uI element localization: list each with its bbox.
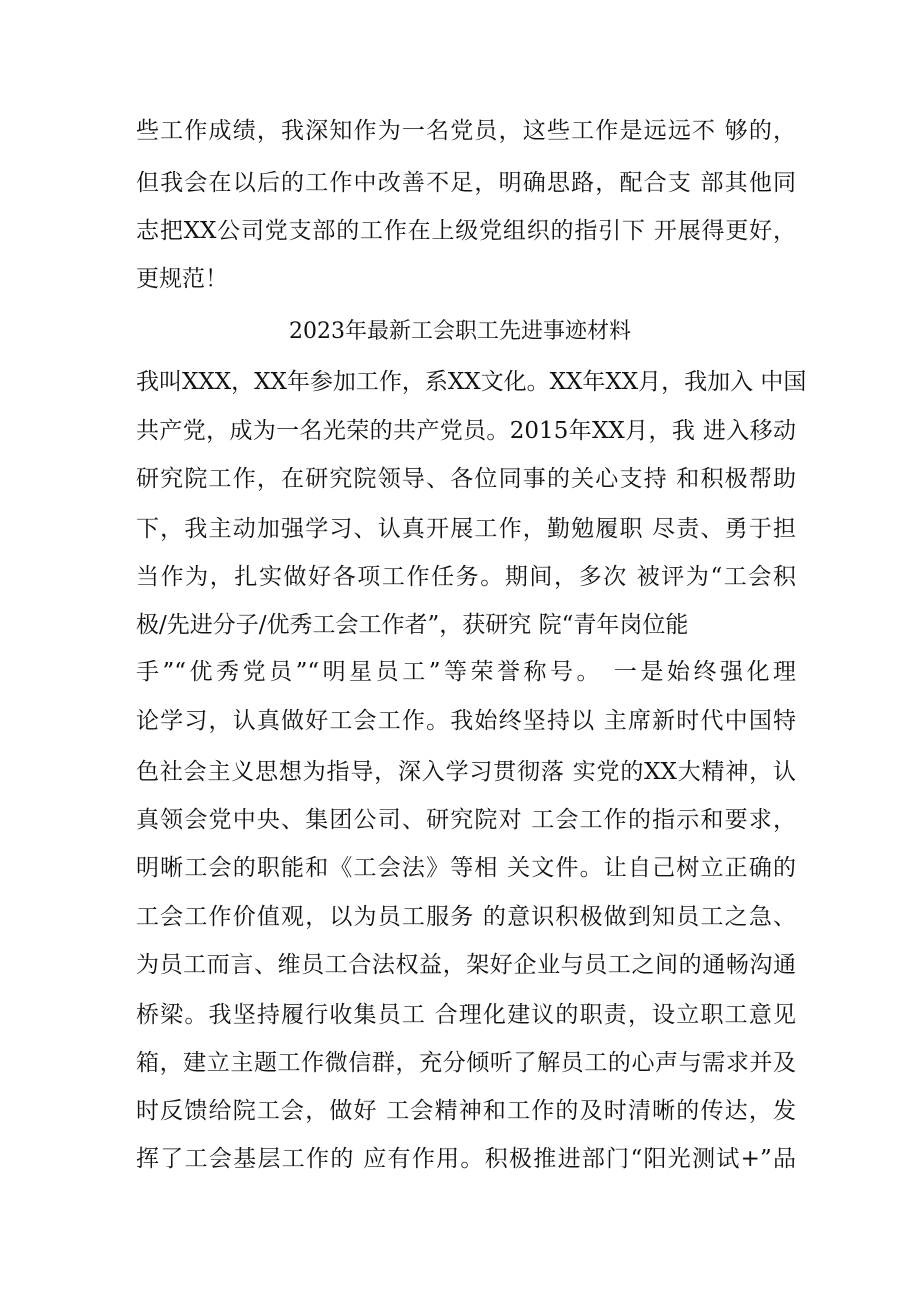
body-text-line: 时反馈给院工会，做好 工会精神和工作的及时清晰的传达，发 [136,1098,796,1124]
body-text-line: 下，我主动加强学习、认真开展工作，勤勉履职 尽责、勇于担 [136,516,796,542]
body-text-line: 论学习，认真做好工会工作。我始终坚持以 主席新时代中国特 [136,708,796,734]
body-text-line: 工会工作价值观，以为员工服务 的意识积极做到知员工之急、 [136,904,796,930]
body-text-line: 共产党，成为一名光荣的共产党员。2015年XX月，我 进入移动 [136,418,796,444]
body-text-line: 研究院工作，在研究院领导、各位同事的关心支持 和积极帮助 [136,466,796,492]
body-text-line: 真领会党中央、集团公司、研究院对 工会工作的指示和要求， [136,807,796,833]
body-text-line: 些工作成绩，我深知作为一名党员，这些工作是远远不 够的， [136,118,796,144]
body-text-line: 手”“优秀党员”“明星员工”等荣誉称号。 一是始终强化理 [136,659,796,685]
body-text-line: 志把XX公司党支部的工作在上级党组织的指引下 开展得更好， [136,218,796,244]
body-text-line: 但我会在以后的工作中改善不足，明确思路，配合支 部其他同 [136,170,796,196]
article-title: 2023年最新工会职工先进事迹材料 [289,319,631,344]
body-text-line: 箱，建立主题工作微信群，充分倾听了解员工的心声与需求并及 [136,1050,796,1076]
body-text-line: 色社会主义思想为指导，深入学习贯彻落 实党的XX大精神，认 [136,759,796,785]
body-text-line: 更规范！ [136,266,228,292]
body-text-line: 我叫XXX，XX年参加工作，系XX文化。XX年XX月，我加入 中国 [136,369,807,395]
body-text-line: 极/先进分子/优秀工会工作者”，获研究 院“青年岗位能 [136,612,689,638]
body-text-line: 桥梁。我坚持履行收集员工 合理化建议的职责，设立职工意见 [136,1002,796,1028]
body-text-line: 明晰工会的职能和《工会法》等相 关文件。让自己树立正确的 [136,855,796,881]
body-text-line: 为员工而言、维员工合法权益，架好企业与员工之间的通畅沟通 [136,952,796,978]
body-text-line: 挥了工会基层工作的 应有作用。积极推进部门“阳光测试+”品 [136,1146,796,1172]
body-text-line: 当作为，扎实做好各项工作任务。期间，多次 被评为“工会积 [136,564,796,590]
